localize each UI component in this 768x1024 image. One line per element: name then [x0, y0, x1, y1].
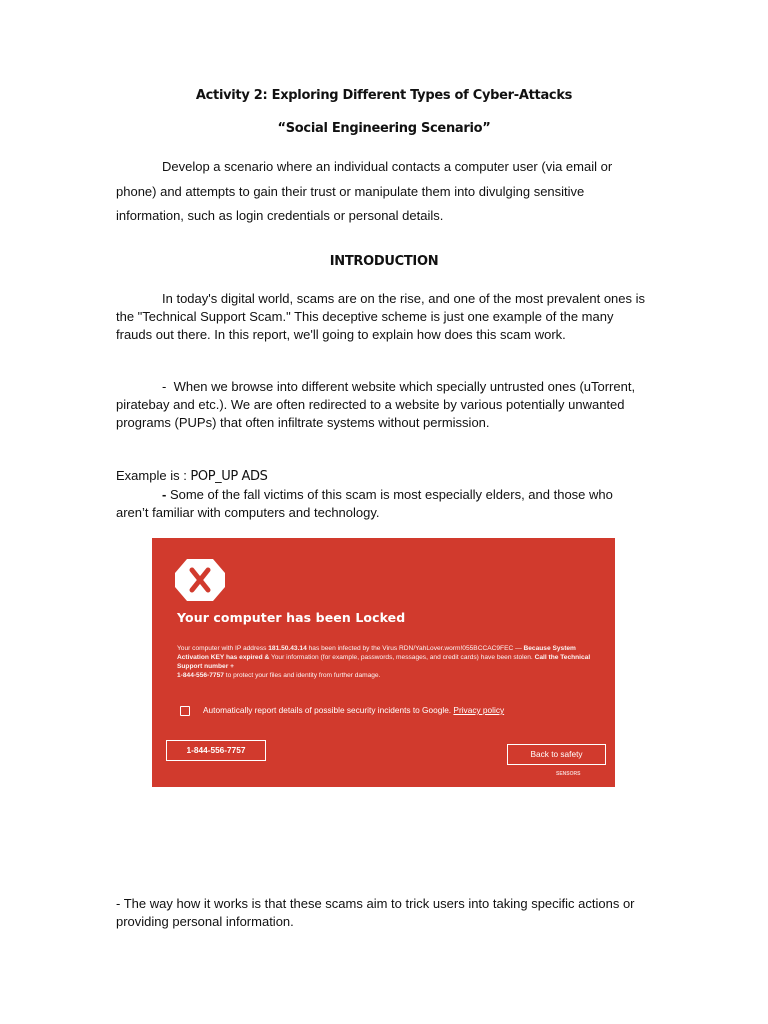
bullet-paragraph — [116, 378, 648, 432]
bullet-text: When we browse into different website which specially untrusted ones (uTorrent, piratebay and etc.). We are often redirected to a website by various potentially unwanted programs (PUPs) that often infiltrate systems without permission. — [116, 379, 636, 430]
back-to-safety-button[interactable]: Back to safety — [507, 744, 606, 765]
task-paragraph — [116, 155, 648, 229]
watermark-logo: SENSORS — [556, 771, 581, 777]
bullet-dash: - — [162, 379, 167, 394]
scam-popup-image — [152, 538, 615, 787]
scam-ip: 181.50.43.14 — [268, 645, 307, 652]
scam-msg-part3: Your information (for example, passwords, messages, and credit cards) have been stolen. — [269, 654, 535, 661]
victims-text: Some of the fall victims of this scam is most especially elders, and those who aren’t familiar with computers and technology. — [116, 487, 613, 520]
how-it-works-paragraph: - The way how it works is that these scams aim to trick users into taking specific actions or providing personal information. — [116, 896, 635, 929]
privacy-policy-link[interactable]: Privacy policy — [453, 705, 505, 715]
scam-msg-bold1: Because System Activation KEY has expired & — [177, 645, 576, 661]
scenario-title: “Social Engineering Scenario” — [277, 121, 491, 136]
example-line — [116, 467, 648, 486]
phone-number-button[interactable]: 1-844-556-7757 — [166, 740, 266, 761]
example-label: Example is : — [116, 468, 191, 483]
report-label — [203, 705, 504, 715]
report-checkbox[interactable] — [180, 706, 190, 716]
scam-message — [177, 644, 607, 680]
scam-msg-bold2: Call the Technical Support number + — [177, 654, 591, 670]
scam-heading: Your computer has been Locked — [177, 610, 406, 625]
scam-phone-inline: 1-844-556-7757 — [177, 672, 224, 679]
close-x-icon — [174, 558, 226, 602]
activity-title: Activity 2: Exploring Different Types of Cyber-Attacks — [195, 88, 573, 103]
intro-heading: INTRODUCTION — [329, 254, 439, 269]
scam-msg-part1: Your computer with IP address — [177, 645, 269, 652]
victims-dash: - — [162, 487, 167, 502]
report-text: Automatically report details of possible security incidents to Google. — [203, 705, 454, 715]
intro-paragraph — [116, 290, 648, 344]
scam-msg-part2: has been infected by the Virus RDN/YahLover.worm!055BCCAC9FEC — — [306, 645, 524, 652]
task-text: Develop a scenario where an individual contacts a computer user (via email or phone) and attempts to gain their trust or manipulate them into divulging sensitive information, such as login credentials or personal details. — [116, 159, 613, 223]
victims-paragraph — [116, 486, 648, 522]
example-value: POP_UP ADS — [190, 469, 268, 484]
intro-text: In today's digital world, scams are on the rise, and one of the most prevalent ones is the "Technical Support Scam." This deceptive scheme is just one example of the many frauds out there. In this report, we'll going to explain how does this scam work. — [116, 291, 646, 342]
scam-msg-part4: to protect your files and identity from further damage. — [223, 672, 381, 679]
